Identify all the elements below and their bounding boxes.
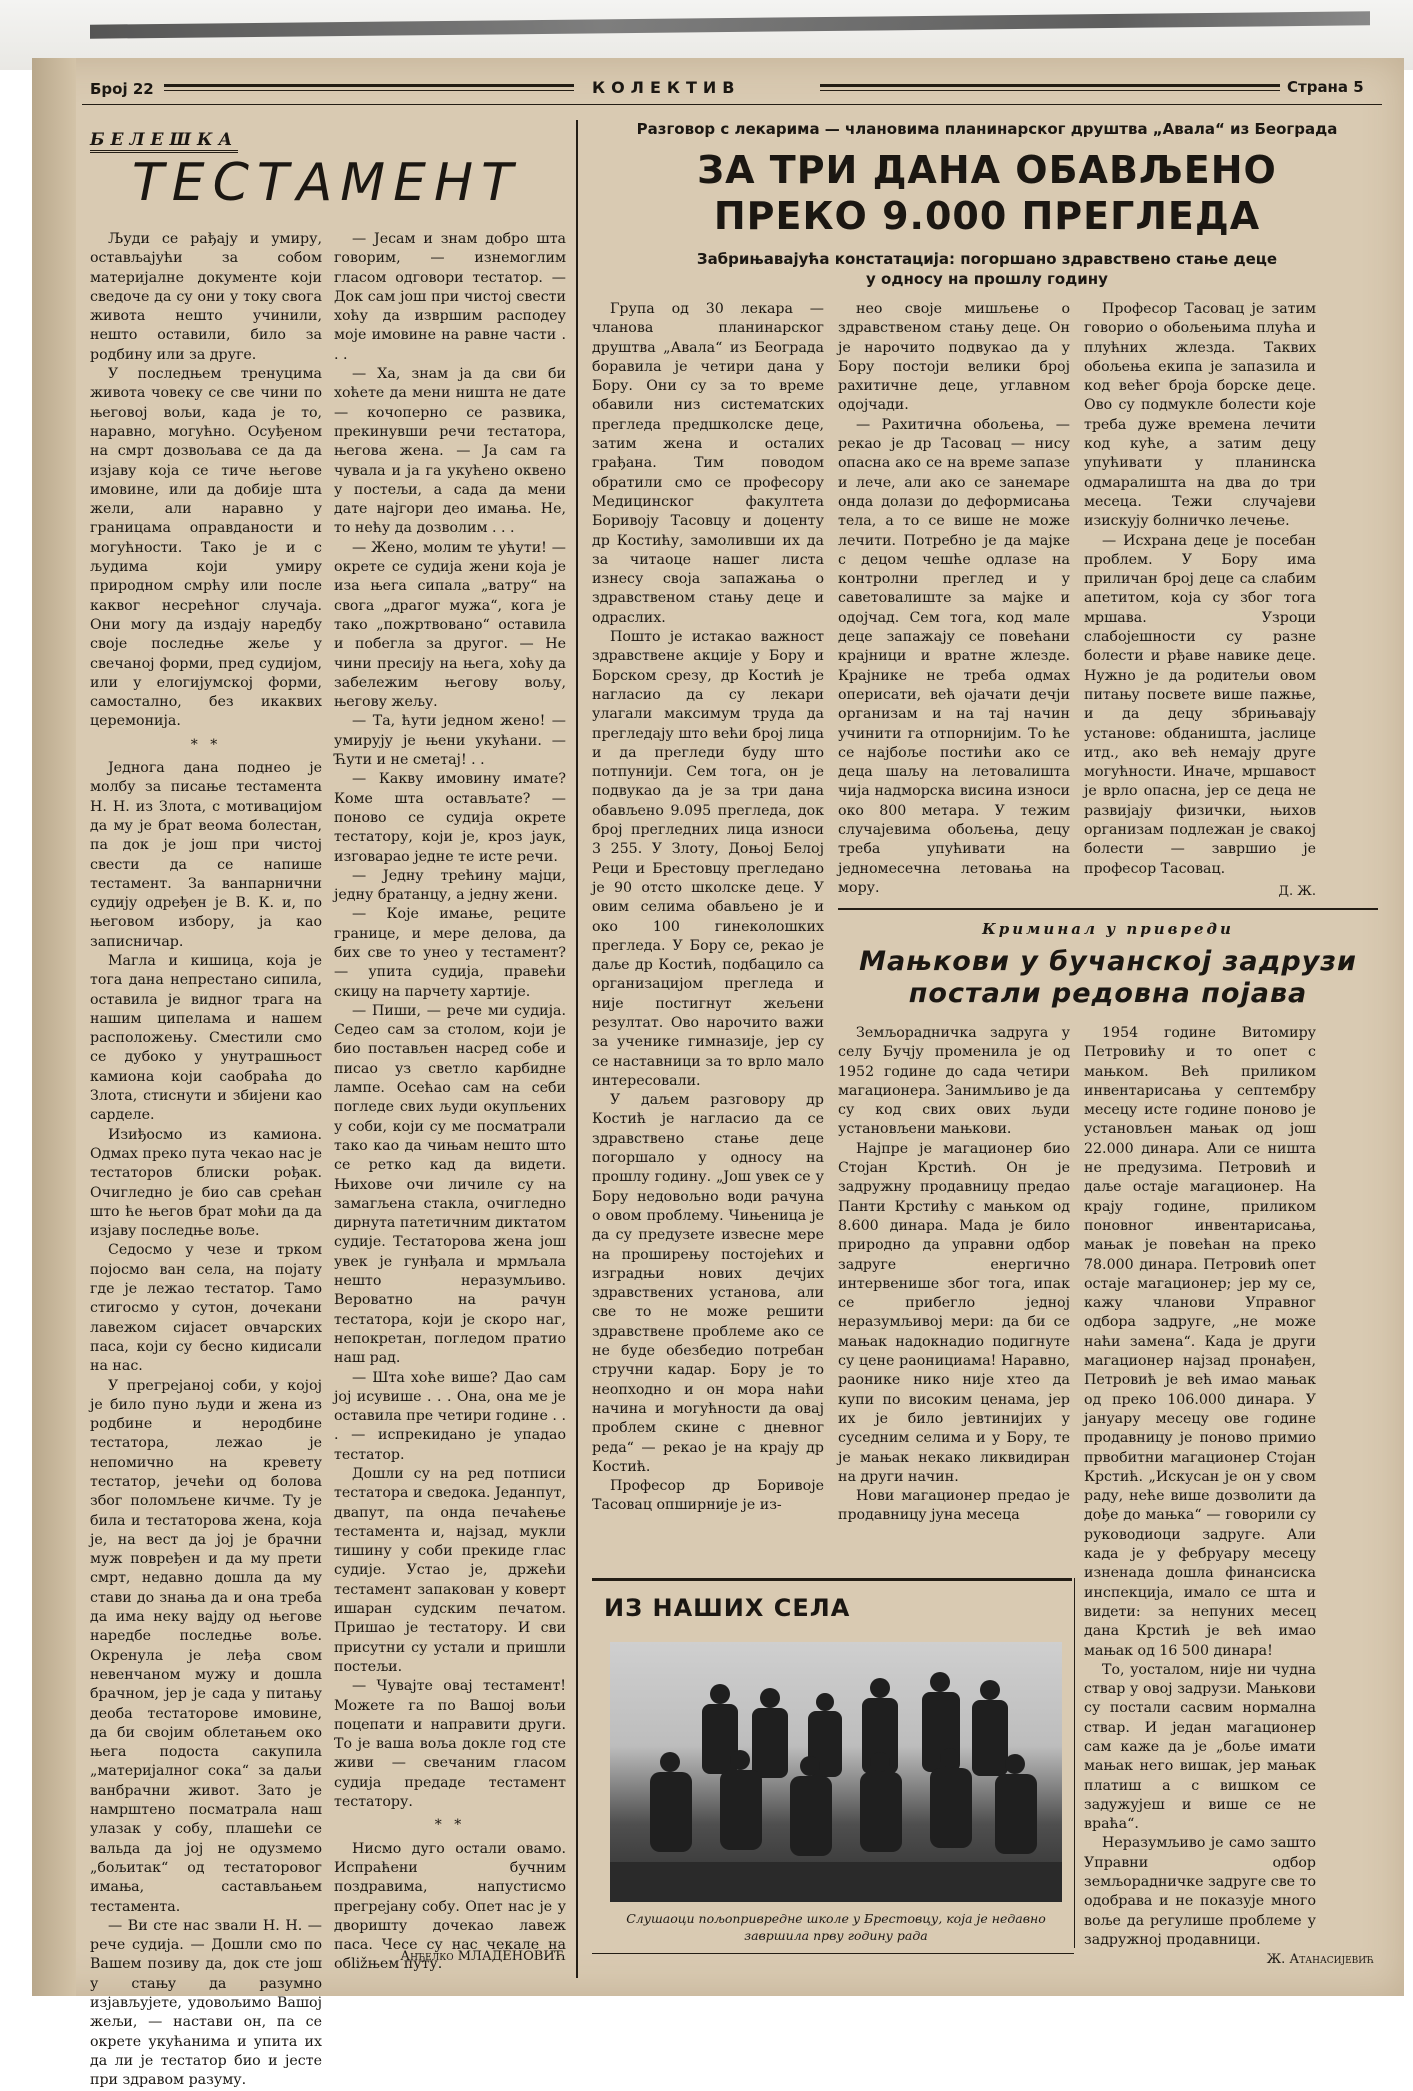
paragraph: — Какву имовину имате? Коме шта остављате? — поново се судија окрете тестатору, који је, кроз јаук, изговарао једне те исте речи. [334,771,566,865]
paragraph: У прегрејаној соби, у којој је било пуно људи и жена из родбине и неродбине тестатора, лежао је непомично на кревету тестатор, јечећи од болова због поломљене кичме. Ту је била и тестаторова жена, која је, на вест да јој је брачни муж повређен и да му прети смрт, недавно дошла да му стави до знања да и она треба да има неку вајду од његове наредбе последње воље. Окренула је леђа свом невенчаном мужу и дошла брачном, јер је сада у питању деоба тестаторове имовине, да би својим облетањем око њега подоста сакупила „материјалног сока“ за даљи ванбрачни живот. Зато је намрштено посматрала наш улазак у собу, плашећи се вальда да јој не одузмемо „бољитак“ од тестаторовог имања, састављањем тестамента. [90,1377,322,1915]
paragraph: У последњем тренуцима живота човеку се све чини по његовој вољи, када је то, наравно, могућно. Осуђеном на смрт дозвољава се да да изјаву која се тиче његове имовине, или да добије шта жели, али наравно у границама оправданости и могућности. Тако је и с људима који умиру природном смрћу или после каквог несрећног случаја. Они могу да издају наредбу своје последње жеље у свечаној форми, пред судијом, или у елогијумској форми, самостално, без икаквих церемонија. [90,366,322,730]
subtitle-line-2: у односу на прошлу годину [866,270,1108,288]
crime-column-2 [1084,1024,1316,1948]
section-separator: * * [190,736,222,753]
paragraph: — Јесам и знам добро шта говорим, — изнемоглим гласом одговори тестатор. — Док сам још при чистој свести хоћу да извршим расподеу моје имовине на равне части . . . [334,231,566,363]
column-divider [576,120,578,1978]
paragraph: У даљем разговору др Костић је нагласио да се здравствено стање деце погоршало у односу на прошлу годину. „Још увек се у Бору недовољно води рачуна о овом проблему. Чињеница је да су предузете извесне мере на проширењу постојећих и изградњи нових дечјих здравствених установа, али све то не може решити здравствене проблеме ако се не буде обезбедио потребан стручни кадар. Бору је то неопходно и он мора наћи начина и могућности да овај проблем скине с дневног реда“ — рекао је на крају др Костић. [592,1092,824,1475]
issue-number: Број 22 [90,80,154,98]
crime-headline-2: постали редовна појава [908,978,1308,1009]
paragraph: Дошли су на ред потписи тестатора и сведока. Једанпут, двапут, па онда печаћење тестамента и, најзад, мукли тишину у соби прекиде глас судије. Устао је, држећи тестамент запакован у коверт ишаран судским печатом. Пришао је тестатору. И сви присутни су устали и пришли постељи. [334,1466,566,1675]
paper-name: КОЛЕКТИВ [592,78,741,97]
paragraph: Нови магационер предао је продавницу јуна месеца [838,1488,1070,1524]
crime-kicker: Криминал у привреди [982,920,1234,938]
section-separator: * * [434,1817,466,1834]
paragraph: Једнога дана поднео је молбу за писање тестамента Н. Н. из Злота, с мотивацијом да му је брат веома болестан, па док је још при чистој свести да се напише тестамент. За ванпарнични судију одређен је В. К. и, по његовом избору, ја као записничар. [90,760,322,950]
paragraph: — Та, ћути једном жено! — умирују је њени укућани. — Ћути и не сметај! . . [334,713,566,769]
subtitle-line-1: Забрињавајућа констатација: погоршано здравствено стање деце [696,250,1278,268]
rubric-label: БЕЛЕШКА [90,130,238,153]
paragraph: — Жено, молим те ућути! — окрете се судија жени која је иза њега сипала „ватру“ на свога „драгог мужа“, кога је тако „пожртвовано“ оставила и побегла за другог. — Не чини пресију на њега, хоћу да забележим његову вољу, његову жељу. [334,539,566,711]
paragraph: Људи се рађају и умиру, остављајући за собом материјалне документе који сведоче да су они у току свога живота нешто учинили, нешто оставили, било за родбину или за друге. [90,231,322,363]
paragraph: Земљорадничка задруга у селу Бучју променила је од 1952 године до сада четири магационера. Занимљиво је да су код свих ових људи установљени мањкови. [838,1025,1070,1138]
article-kicker: Разговор с лекарима — члановима планинарског друштва „Авала“ из Београда [636,120,1338,138]
testament-column-2 [334,230,566,1975]
paragraph: То, уосталом, није ни чудна ствар у овој задрузи. Мањкови су постали сасвим нормална ствар. И један магационер сам каже да је „боље имати мањак него вишак, јер мањак платиш а с вишком се задужујеш и више се не враћа“. [1084,1661,1316,1833]
paragraph: — Ви сте нас звали Н. Н. — рече судија. — Дошли смо по Вашем позиву да, док сте још у стању да разумно изјављујете, удовољимо Вашој жељи, — настави он, па се окрете укућанима и упита их да ли је тестатор био и јесте при здравом разуму. [90,1917,322,2089]
paragraph: — Чувајте овај тестамент! Можете га по Вашој вољи поцепати и направити други. То је ваша воља докле год сте живи — свечаним гласом судија предаде тестамент тестатору. [334,1678,566,1811]
paragraph: Група од 30 лекара — чланова планинарског друштва „Авала“ из Београда боравила је четири дана у Бору. Они су за то време обавили низ систематских прегледа предшколске деце, затим жена и осталих грађана. Тим поводом обратили смо се професору Медицинског факултета Боривоју Тасовцу и доценту др Костићу, замоливши их да за читаоце нашег листа изнесу своја запажања о здравственом стању деце и одраслих. [592,301,824,626]
crime-headline-1: Мањкови у бучанској задрузи [859,946,1357,977]
paragraph: Пошто је истакао важност здравствене акције у Бору и Борском срезу, др Костић је нагласио да су лекари улагали максимум труда да прегледају што већи број лица и да прегледи буду што потпунији. Сем тога, он је подвукао да је за три дана обављено 9.095 прегледа, док број прегледних лица износи 3 255. У Злоту, Доњој Белој Реци и Брестовцу прегледано је 90 отсто школске деце. У овим селима обављено је и око 100 гинеколошких прегледа. У Бору се, рекао је даље др Костић, подбацило са организацијом прегледа и није постигнут жељени резултат. Ово нарочито важи за ученике гимназије, јер су се наставници за то врло мало интересовали. [592,629,824,1089]
students-photo [610,1642,1062,1902]
paragraph: — Које имање, реците границе, и мере делова, да бих све то унео у тестамент? — упита судија, правећи скицу на парчету хартије. [334,906,566,1000]
paragraph: 1954 године Витомиру Петровићу и то опет с мањком. Већ приликом инвентарисања у септембру месецу исте године поново је установљен мањак од још 22.000 динара. Али се ништа не предузима. Петровић и даље остаје магационер. На крају године, приликом поновног инвентарисања, мањак је повећан на преко 78.000 динара. Петровић опет остаје магационер; јер му се, кажу чланови Управног одбора задруге, „не може наћи замена“. Када је други магационер најзад пронађен, Петровић је већ имао мањак од преко 106.000 динара. У јануару месецу ове године продавницу је поново примио првобитни магационер Стојан Крстић. „Искусан је он у свом раду, неће више дозволити да дође до мањка“ — говорили су руководиоци задруге. Али када је у фебруару месецу изненада дошла финансиска инспекција, имало се шта и видети: за непуних месец дана Крстић је већ имао мањак од 16 500 динара! [1084,1025,1316,1659]
crime-top-rule [838,908,1378,910]
paragraph: — Исхрана деце је посебан проблем. У Бору има приличан број деце са слабим апетитом, која су због тога мршава. Узроци слабојешности су разне болести и рђаве навике деце. Нужно је да родитељи овом питању посвете више пажње, и да децу збрињавају установе: обданишта, јаслице итд., ако већ немају друге могућности. Иначе, мршавост је врло опасна, јер се деца не развијају физички, њихов организам подлежан је свакој болести — завршио је професор Тасовац. [1084,532,1316,877]
doctors-column-2 [838,300,1070,900]
header-rule-left [164,84,574,87]
photo-caption [610,1910,1062,1944]
paragraph: Седосмо у чезе и трком појосмо ван села, на појату где је лежао тестатор. Тамо стигосмо у сутон, дочекани лавежом сијасет овчарских паса, који су бесно кидисали на нас. [90,1242,322,1375]
paragraph: Неразумљиво је само зашто Управни одбор земљорадничке задруге све то одобрава и не показује много воље да регулише проблеме у задружној продавници. [1084,1835,1316,1948]
header-rule-right [820,84,1280,87]
paragraph: Изиђосмо из камиона. Одмах преко пута чекао нас је тестаторов блиски рођак. Очигледно је био сав срећан што ће његов брат моћи да да изјаву последње воље. [90,1126,322,1240]
paragraph: Магла и кишица, која је тога дана непрестано сипила, оставила је видног трага на нашим ципелама и нашем расположењу. Сместили смо се дубоко у унутрашњост камиона који саобраћа до Злота, стиснути и збијени као сарделе. [90,952,322,1124]
villages-title: ИЗ НАШИХ СЕЛА [604,1594,851,1622]
paragraph: нео своје мишљење о здравственом стању деце. Он је нарочито подвукао да у Бору постоји велики број рахитичне деце, углавном одојчади. [838,301,1070,414]
doctors-column-3 [1084,300,1316,875]
headline-line-1: ЗА ТРИ ДАНА ОБАВЉЕНО [697,148,1277,192]
page-number: Страна 5 [1287,78,1364,96]
paragraph: Најпре је магационер био Стојан Крстић. Он је задружну продавницу предао Панти Крстићу с мањком од 8.600 динара. Мада је било природно да управни одбор задруге енергично интервенише због тога, ипак се прибегло једној неразумљивој мери: да би се мањак надокнадио подигнуте су цене раонициама! Наравно, раонике нико није хтео да купи по високим ценама, јер их је било јевтинијих у суседним селима и у Бору, те је мањак некако ликвидиран на други начин. [838,1140,1070,1485]
paragraph: — Једну трећину мајци, једну братанцу, а једну жени. [334,867,566,904]
doctors-column-1 [592,300,824,1516]
headline-line-2: ПРЕКО 9.000 ПРЕГЛЕДА [713,194,1261,238]
photo-caption-line-2: завршила прву годину рада [744,1928,928,1943]
article-title-testament: ТЕСТАМЕНТ [132,153,521,213]
paragraph: Професор Тасовац је затим говорио о обољењима плућа и плућних жлезда. Таквих обољења екипа је запазила и код већег броја борске деце. Ово су подмукле болести које треба дуже времена лечити код куће, а затим децу упућивати у планинска одмаралишта на два до три месеца. Тежи случајеви изискују болничко лечење. [1084,301,1316,530]
paragraph: — Рахитична обољења, — рекао је др Тасовац — нису опасна ако се на време запазе и лече, али ако се занемаре онда долази до деформисања тела, а то се више не може лечити. Потребно је да мајке с децом чешће одлазе на контролни преглед и у саветовалиште за мајке и одојчад. Сем тога, код мале деце запажају се повећани крајници и вратне жлезде. Крајнике не треба одмах оперисати, већ ојачати дечји организам и на тај начин учинити га отпорнијим. То ће се најбоље постићи ако се деца шаљу на летовалишта чија надморска висина износи око 800 метара. У тежим случајевима обољења, децу треба упућивати на једномесечна летовања на мору. [838,416,1070,896]
paragraph: — Шта хоће више? Дао сам јој исувише . . . Она, она ме је оставила пре четири године . . . — испрекидано је упадао тестатор. [334,1369,566,1463]
author-atanasijevic: Ж. Атанасијевић [1266,1952,1374,1967]
villages-top-rule [592,1578,1072,1581]
binding-edge [32,58,76,1996]
photo-caption-line-1: Слушаоци пољопривредне школе у Брестовцу, која је недавно [626,1911,1046,1926]
author-mladenovic: Анђелко МЛАДЕНОВИЋ [400,1949,566,1964]
paragraph: — Ха, знам ја да сви би хоћете да мени ништа не дате — кочоперно се развика, прекинувши речи тестатора, његова жена. — Ја сам га чувала и ја га укућено оквено у постељи, а сада да мени дате најгори део имања. Не, то нећу да дозволим . . . [334,366,566,537]
paragraph: Нисмо дуго остали овамо. Испраћени бучним поздравима, напустисмо прегрејану собу. Опет нас је у дворишту дочекао лавеж паса. Чесе су нас чекале на обližњем путу. [334,1840,566,1973]
paragraph: — Пиши, — рече ми судија. Седео сам за столом, који је био постављен насред собе и писао уз светло карбидне лампе. Осећао сам на себи погледе свих људи окупљених у соби, који су ме посматрали тако као да чињам нешто што се ретко кад да видети. Њихове очи личиле су на замагљена стакла, очигледно дирнута патетичним диктатом судије. Тестаторова жена још увек је гунђала и мрмљала нешто неразумљиво. Вероватно на рачун тестатора, који је скоро наг, непокретан, погледом пратио наш рад. [334,1002,566,1367]
author-dz: Д. Ж. [1278,884,1316,899]
testament-column-1 [90,230,322,2091]
newspaper-page [32,58,1404,2089]
paragraph: Професор др Боривоје Тасовац опширније је из- [592,1478,824,1514]
group-silhouettes [610,1642,1062,1902]
crime-column-1 [838,1024,1070,1614]
